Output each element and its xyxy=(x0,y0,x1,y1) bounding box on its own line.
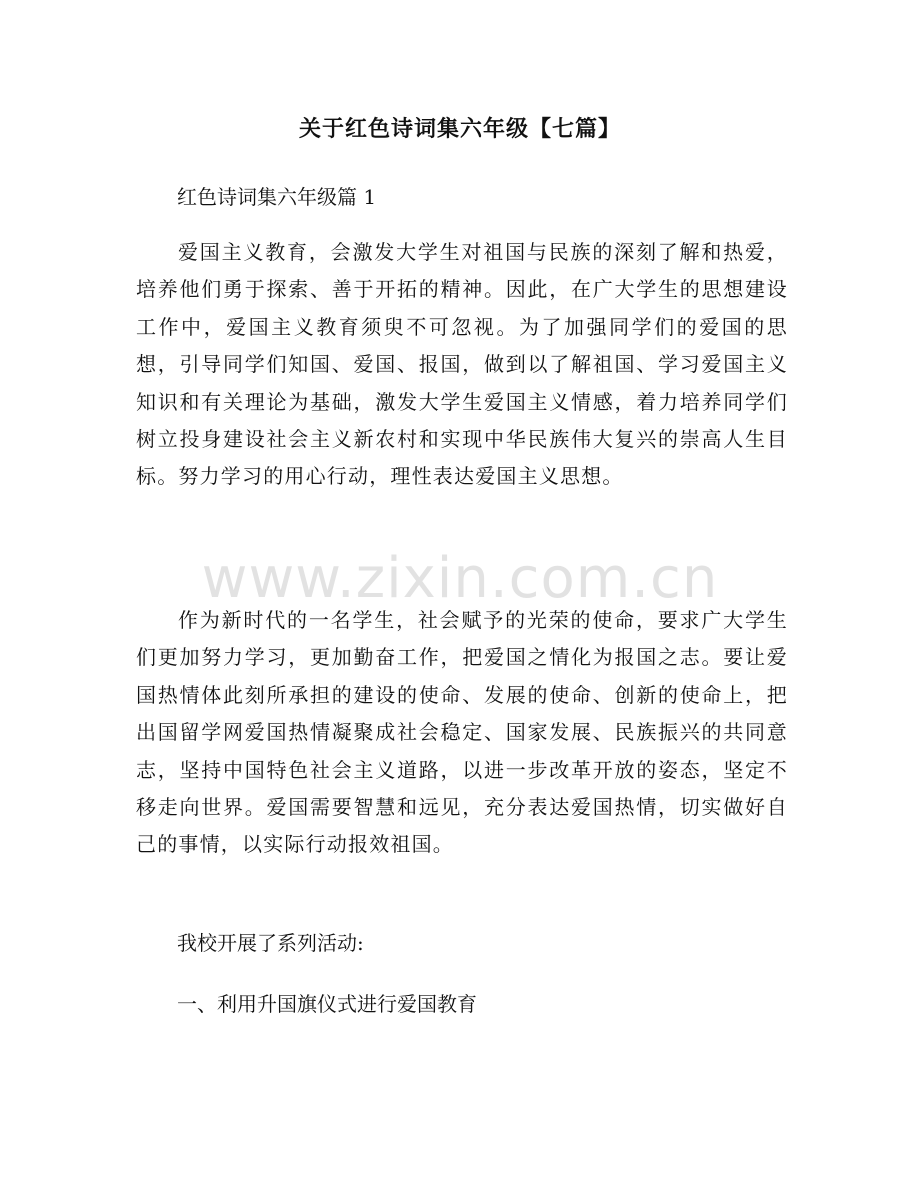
activity-item-1: 一、利用升国旗仪式进行爱国教育 xyxy=(177,992,477,1016)
activities-intro: 我校开展了系列活动: xyxy=(177,931,364,955)
paragraph-1: 爱国主义教育，会激发大学生对祖国与民族的深刻了解和热爱，培养他们勇于探索、善于开拓的精神。因此，在广大学生的思想建设工作中，爱国主义教育须臾不可忽视。为了加强同学们的爱国的思想，引导同学们知国、爱国、报国，做到以了解祖国、学习爱国主义知识和有关理论为基础，激发大学生爱国主义情感，着力培养同学们树立投身建设社会主义新农村和实现中华民族伟大复兴的崇高人生目标。努力学习的用心行动，理性表达爱国主义思想。 xyxy=(136,240,788,489)
section-heading: 红色诗词集六年级篇 1 xyxy=(177,185,377,209)
document-title: 关于红色诗词集六年级【七篇】 xyxy=(298,117,621,142)
watermark: www.zixin.com.cn xyxy=(201,546,719,611)
paragraph-2: 作为新时代的一名学生，社会赋予的光荣的使命，要求广大学生们更加努力学习，更加勤奋工作，把爱国之情化为报国之志。要让爱国热情体此刻所承担的建设的使命、发展的使命、创新的使命上，把出国留学网爱国热情凝聚成社会稳定、国家发展、民族振兴的共同意志，坚持中国特色社会主义道路，以进一步改革开放的姿态，坚定不移走向世界。爱国需要智慧和远见，充分表达爱国热情，切实做好自己的事情，以实际行动报效祖国。 xyxy=(136,608,788,857)
